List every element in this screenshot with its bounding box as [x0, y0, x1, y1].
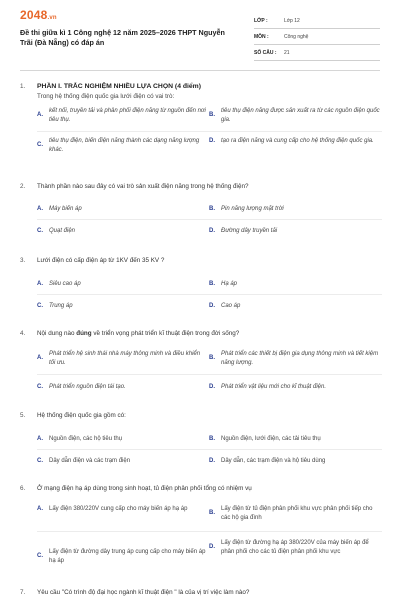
option-text: Dây dẫn điện và các trạm điện — [49, 458, 131, 464]
option-text: Phát triển các thiết bị điện gia dụng thông minh và tiết kiệm năng lượng. — [221, 351, 379, 366]
meta-value: 21 — [284, 50, 290, 56]
options — [37, 265, 382, 315]
meta-value: Lớp 12 — [284, 18, 300, 24]
header-divider — [20, 70, 380, 71]
option-label: B. — [209, 112, 215, 119]
option-label: B. — [209, 510, 215, 517]
logo-text: 2048 — [20, 8, 48, 22]
option-text: Pin năng lượng mặt trời — [221, 206, 284, 212]
question-6 — [20, 484, 382, 583]
option-text: tiêu thụ điện năng được sản xuất ra từ các nguồn điện quốc gia. — [221, 108, 380, 123]
question-7 — [20, 588, 382, 597]
question-stem: Ở mạng điện hạ áp dùng trong sinh hoạt, tủ điện phân phối tổng có nhiệm vụ — [37, 485, 252, 492]
question-number: 5. — [20, 412, 26, 419]
option-a[interactable] — [37, 205, 207, 214]
question-stem — [37, 329, 239, 338]
question-number: 6. — [20, 485, 26, 492]
options — [37, 420, 382, 470]
option-b[interactable] — [209, 435, 381, 444]
question-stem: Trong hệ thống điện quốc gia lưới điện có vai trò: — [37, 93, 175, 100]
option-d[interactable] — [209, 383, 381, 392]
option-text: Lấy điện từ tủ điện phân phối khu vực phân phối tiếp cho các hộ gia đình — [221, 506, 373, 521]
option-text: Cao áp — [221, 303, 241, 309]
option-d[interactable] — [209, 539, 381, 556]
option-text: Hạ áp — [221, 281, 238, 287]
question-3 — [20, 256, 382, 315]
option-label: A. — [37, 506, 43, 512]
option-c[interactable] — [37, 457, 207, 466]
option-d[interactable] — [209, 137, 381, 146]
option-b[interactable] — [209, 505, 381, 522]
row-separator — [37, 374, 382, 375]
option-text: Lấy điện từ đường hạ áp 380/220V của máy biến áp để phân phối cho các tủ điện phân phối khu vực — [221, 540, 369, 555]
option-c[interactable] — [37, 383, 207, 392]
option-label: C. — [37, 142, 43, 149]
option-label: D. — [209, 384, 215, 390]
question-stem: Thành phần nào sau đây có vai trò sản xuất điện năng trong hệ thống điện? — [37, 183, 249, 190]
option-c[interactable] — [37, 137, 207, 154]
option-a[interactable] — [37, 505, 207, 514]
logo-suffix: .vn — [47, 15, 57, 21]
options — [37, 191, 382, 241]
meta-row-count — [254, 46, 380, 61]
option-label: B. — [209, 436, 215, 442]
option-c[interactable] — [37, 227, 207, 236]
option-c[interactable] — [37, 548, 207, 565]
option-a[interactable] — [37, 107, 207, 124]
option-a[interactable] — [37, 350, 207, 367]
option-text: Phát triển hệ sinh thái nhà máy thông minh và điều khiển tối ưu. — [49, 351, 201, 366]
row-separator — [37, 449, 382, 450]
meta-key: MÔN : — [254, 34, 269, 40]
question-number: 7. — [20, 589, 26, 596]
option-label: D. — [209, 544, 215, 551]
option-text: Lấy điện từ đường dây trung áp cung cấp cho máy biến áp hạ áp — [49, 549, 206, 564]
option-text: Phát triển nguồn điện tái tạo. — [49, 384, 126, 390]
option-text: Phát triển vật liệu mới cho kĩ thuật điện. — [221, 384, 327, 390]
option-label: B. — [209, 355, 215, 362]
question-4 — [20, 329, 382, 400]
option-text: Nguồn điện, lưới điện, các tải tiêu thụ — [221, 436, 321, 442]
exam-meta — [254, 14, 380, 62]
option-c[interactable] — [37, 302, 207, 311]
options — [37, 338, 382, 400]
option-text: Dây dẫn, các trạm điện và hộ tiêu dùng — [221, 458, 326, 464]
option-b[interactable] — [209, 107, 381, 124]
option-label: B. — [209, 206, 215, 212]
question-2 — [20, 182, 382, 241]
option-b[interactable] — [209, 350, 381, 367]
option-text: tiêu thụ điện, biến điện năng thành các dạng năng lượng khác. — [49, 138, 200, 153]
question-1 — [20, 82, 382, 163]
option-a[interactable] — [37, 435, 207, 444]
question-number: 2. — [20, 183, 26, 190]
row-separator — [37, 131, 382, 132]
stem-emphasis: đúng — [76, 330, 92, 337]
option-label: D. — [209, 228, 215, 234]
question-5 — [20, 411, 382, 470]
option-text: Trung áp — [49, 303, 73, 309]
exam-title: Đề thi giữa kì 1 Công nghệ 12 năm 2025–2026 THPT Nguyễn Trãi (Đà Nẵng) có đáp án — [20, 28, 225, 47]
option-d[interactable] — [209, 457, 381, 466]
meta-key: SỐ CÂU : — [254, 50, 277, 56]
stem-part: về triển vọng phát triển kĩ thuật điện trong đời sống? — [91, 330, 240, 337]
question-stem: Hệ thống điện quốc gia gồm có: — [37, 412, 126, 419]
option-label: C. — [37, 303, 43, 309]
page-header — [0, 0, 400, 66]
option-text: Quạt điện — [49, 228, 76, 234]
option-label: A. — [37, 355, 43, 362]
row-separator — [37, 294, 382, 295]
option-text: Siêu cao áp — [49, 281, 81, 287]
option-d[interactable] — [209, 302, 381, 311]
option-text: Máy biến áp — [49, 206, 82, 212]
option-text: tạo ra điện năng và cung cấp cho hệ thống điện quốc gia. — [221, 138, 374, 144]
option-text: Đường dây truyền tải — [221, 228, 278, 234]
section-heading: PHẦN I. TRẮC NGHIỆM NHIỀU LỰA CHỌN (4 điểm) — [37, 83, 201, 90]
option-label: A. — [37, 436, 43, 442]
option-label: B. — [209, 281, 215, 287]
option-text: kết nối, truyền tải và phân phối điện năng từ nguồn đến nơi tiêu thụ. — [49, 108, 206, 123]
option-label: A. — [37, 112, 43, 119]
option-label: C. — [37, 458, 43, 464]
question-number: 1. — [20, 83, 26, 90]
site-logo[interactable] — [20, 8, 57, 22]
option-label: D. — [209, 138, 215, 144]
meta-key: LỚP : — [254, 18, 268, 24]
meta-value: Công nghệ — [284, 34, 309, 40]
option-label: A. — [37, 206, 43, 212]
options — [37, 101, 382, 163]
question-number: 4. — [20, 330, 26, 337]
meta-row-class — [254, 14, 380, 29]
options — [37, 493, 382, 583]
option-b[interactable] — [209, 205, 381, 214]
option-label: C. — [37, 553, 43, 560]
stem-part: Nội dung nào — [37, 330, 77, 337]
meta-row-subject — [254, 30, 380, 45]
option-a[interactable] — [37, 280, 207, 289]
option-label: D. — [209, 458, 215, 464]
option-text: Nguồn điện, các hộ tiêu thụ — [49, 436, 123, 442]
row-separator — [37, 531, 382, 532]
option-d[interactable] — [209, 227, 381, 236]
option-b[interactable] — [209, 280, 381, 289]
option-label: A. — [37, 281, 43, 287]
question-number: 3. — [20, 257, 26, 264]
question-stem: Yêu cầu "Có trình độ đại học ngành kĩ thuật điện " là của vị trí việc làm nào? — [37, 589, 250, 596]
question-stem: Lưới điện có cấp điện áp từ 1KV đến 35 KV ? — [37, 257, 165, 264]
option-label: D. — [209, 303, 215, 309]
row-separator — [37, 219, 382, 220]
option-label: C. — [37, 384, 43, 390]
option-text: Lấy điện 380/220V cung cấp cho máy biến áp hạ áp — [49, 506, 188, 512]
option-label: C. — [37, 228, 43, 234]
